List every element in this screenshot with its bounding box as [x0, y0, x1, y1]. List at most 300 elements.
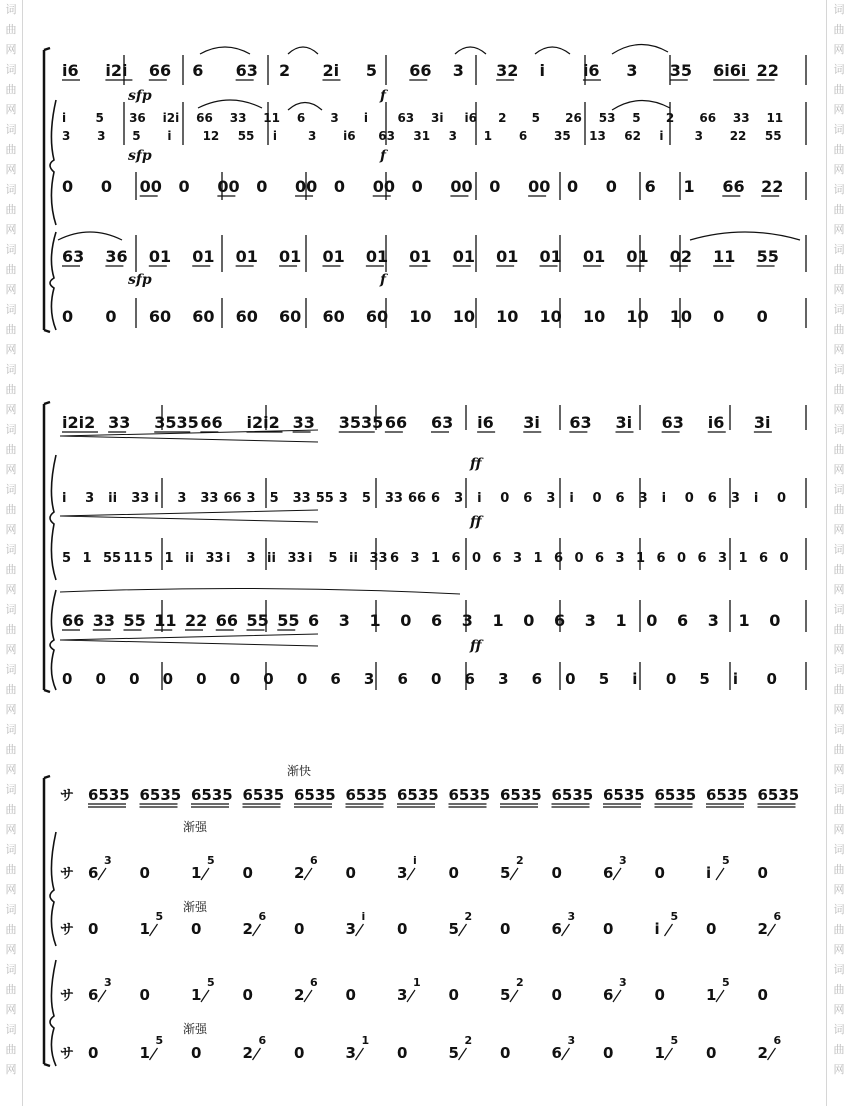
note: 10 [452, 307, 475, 326]
note: 33 [287, 551, 306, 566]
watermark-char: 曲 [5, 923, 17, 936]
note: 0 [574, 551, 584, 566]
note: ii [267, 551, 276, 566]
note: 66 [200, 413, 223, 432]
grace-note: 2 [516, 976, 524, 989]
note: 55 [123, 611, 146, 630]
note: 0 [88, 1044, 99, 1062]
note: 0 [229, 670, 241, 688]
system-3 [44, 776, 56, 1066]
grace-slash [459, 924, 467, 936]
watermark-char: 曲 [5, 383, 17, 396]
note: 2 [294, 986, 305, 1004]
note: 1 [483, 129, 493, 143]
watermark-char: 曲 [5, 23, 17, 36]
note: 2 [294, 864, 305, 882]
watermark-char: 网 [5, 103, 17, 116]
note: 60 [322, 307, 345, 326]
note: 63 [569, 413, 592, 432]
note: 0 [769, 611, 781, 630]
note: 11 [123, 551, 142, 566]
note: 26 [565, 111, 582, 125]
note: 6 [308, 611, 320, 630]
watermark-char: 曲 [833, 503, 845, 516]
note: 63 [378, 129, 395, 143]
note: i6 [464, 111, 478, 125]
grace-note: i [361, 910, 366, 923]
watermark-char: 曲 [5, 203, 17, 216]
note: i [632, 670, 638, 688]
note: 3 [546, 491, 556, 506]
note: i [308, 551, 313, 566]
note: 6 [554, 611, 566, 630]
note: 66 [196, 111, 213, 125]
system-bracket [44, 402, 50, 692]
melody-cell: 6535 [757, 786, 800, 804]
note: 0 [129, 670, 140, 688]
watermark-char: 词 [833, 663, 845, 676]
watermark-char: 网 [833, 643, 845, 656]
note: 0 [654, 864, 665, 882]
watermark-char: 曲 [833, 263, 845, 276]
note: 0 [500, 1044, 511, 1062]
grace-note: 5 [722, 976, 730, 989]
melody-cell: 6535 [242, 786, 285, 804]
note: 0 [139, 986, 150, 1004]
grace-note: 2 [464, 1034, 473, 1047]
dynamic-f: f [380, 88, 387, 104]
watermark-char: 网 [833, 943, 845, 956]
grace-note: 6 [773, 1034, 782, 1047]
note: 3 [397, 864, 408, 882]
note: 6 [296, 111, 306, 125]
note: 0 [333, 177, 346, 196]
grace-slash [665, 924, 673, 936]
note: ii [108, 491, 118, 506]
note: 0 [296, 670, 308, 688]
note: 0 [100, 177, 112, 196]
note: 5 [361, 491, 371, 506]
note: 63 [661, 413, 684, 432]
watermark-char: 网 [5, 163, 17, 176]
note: 3535 [154, 413, 199, 432]
note: 10 [582, 307, 606, 326]
note: 0 [677, 551, 687, 566]
note: 1 [706, 986, 717, 1004]
note: 3 [454, 491, 464, 506]
watermark-char: 网 [5, 703, 17, 716]
note: 3 [345, 1044, 356, 1062]
note: 01 [409, 247, 432, 266]
dynamic-sfp: sfp [128, 88, 152, 104]
watermark-char: 网 [5, 43, 17, 56]
note: 6 [595, 551, 605, 566]
watermark-char: 词 [833, 3, 845, 16]
note: 0 [646, 611, 658, 630]
note: 0 [397, 1044, 408, 1062]
note: 6 [464, 670, 475, 688]
note: 66 [407, 491, 427, 506]
watermark-char: 网 [5, 823, 17, 836]
grace-note: 6 [310, 854, 318, 867]
grace-slash [356, 924, 364, 936]
note: 60 [192, 307, 215, 326]
watermark-char: 曲 [833, 743, 845, 756]
watermark-char: 网 [833, 1003, 845, 1016]
note: 01 [279, 247, 302, 266]
grace-slash [253, 924, 261, 936]
note: 33 [732, 111, 750, 125]
dynamic-ff: ff [470, 638, 482, 654]
note: 5 [95, 111, 104, 125]
brace-1 [50, 100, 56, 225]
note: 2 [242, 920, 253, 938]
note: 3 [330, 111, 339, 125]
grace-note: 3 [567, 1034, 576, 1047]
watermark-char: 曲 [833, 383, 845, 396]
note: 3 [461, 611, 473, 630]
grace-slash [510, 868, 518, 880]
note: 01 [539, 247, 562, 266]
watermark-char: 网 [833, 463, 845, 476]
note: 1 [82, 551, 92, 566]
watermark-char: 网 [5, 403, 17, 416]
note: 0 [605, 177, 617, 196]
note: 62 [624, 129, 641, 143]
note: ii [185, 551, 194, 566]
note: 3 [718, 551, 728, 566]
note: 0 [105, 307, 117, 326]
note: 1 [139, 920, 150, 938]
note: 2 [242, 1044, 253, 1062]
note: 0 [757, 986, 768, 1004]
note: 22 [185, 611, 208, 630]
watermark-char: 词 [5, 363, 17, 376]
grace-slash [613, 990, 621, 1002]
note: 0 [500, 491, 510, 506]
watermark-char: 词 [5, 723, 17, 736]
note: 0 [196, 670, 207, 688]
note: 1 [683, 177, 695, 196]
note: i6 [582, 61, 600, 80]
watermark-char: 曲 [5, 323, 17, 336]
melody-cell: 6535 [88, 786, 130, 804]
note: 0 [62, 177, 74, 196]
watermark-char: 曲 [833, 863, 845, 876]
note: i [753, 491, 759, 506]
note: 55 [756, 247, 779, 266]
free-meter-mark: サ [60, 866, 74, 882]
note: 01 [192, 247, 215, 266]
note: 53 [598, 111, 616, 125]
dynamic-ff: ff [470, 456, 482, 472]
note: 0 [500, 920, 511, 938]
note: 6 [390, 551, 400, 566]
note: 66 [722, 177, 745, 196]
grace-note: 3 [567, 910, 576, 923]
note: 55 [246, 611, 269, 630]
note: i6 [707, 413, 725, 432]
note: 33 [369, 551, 388, 566]
dynamic-ff: ff [470, 514, 482, 530]
note: 3 [177, 491, 187, 506]
note: 6 [431, 611, 443, 630]
note: 5 [448, 920, 459, 938]
note: 6 [531, 670, 543, 688]
note: i [477, 491, 482, 506]
note: i [706, 864, 712, 882]
note: 6 [615, 491, 625, 506]
note: 6 [644, 177, 656, 196]
watermark-char: 网 [5, 1003, 17, 1016]
watermark-char: 网 [5, 343, 17, 356]
brace-2 [50, 960, 56, 1066]
watermark-char: 词 [5, 963, 17, 976]
watermark-char: 曲 [833, 923, 845, 936]
note: 11 [263, 111, 280, 125]
watermark-char: 曲 [833, 323, 845, 336]
note: 3 [246, 551, 256, 566]
grace-slash [613, 868, 621, 880]
brace-1 [50, 832, 56, 946]
note: 00 [217, 177, 240, 196]
note: 60 [279, 307, 302, 326]
note: 6 [397, 670, 408, 688]
watermark-char: 曲 [5, 683, 17, 696]
note: 3i [753, 413, 771, 432]
watermark-char: 曲 [5, 1043, 17, 1056]
grace-slash [407, 990, 415, 1002]
watermark-char: 词 [5, 303, 17, 316]
watermark-char: 曲 [5, 143, 17, 156]
watermark-char: 网 [5, 1063, 17, 1076]
note: 3 [448, 129, 457, 143]
watermark-char: 词 [5, 423, 17, 436]
note: 01 [322, 247, 345, 266]
watermark-char: 词 [833, 723, 845, 736]
grace-note: 6 [258, 910, 267, 923]
note: ii [349, 551, 358, 566]
note-layer [60, 61, 799, 1062]
note: 10 [626, 307, 649, 326]
melody-cell: 6535 [706, 786, 748, 804]
note: 01 [235, 247, 258, 266]
watermark-char: 曲 [5, 743, 17, 756]
note: 0 [397, 920, 408, 938]
note: 3 [246, 491, 256, 506]
note: 5 [144, 551, 154, 566]
watermark-char: 词 [5, 243, 17, 256]
dynamic-f: f [380, 148, 387, 164]
note: 32 [496, 61, 519, 80]
note: 1 [492, 611, 504, 630]
note: 5 [598, 670, 610, 688]
grace-note: 2 [464, 910, 473, 923]
melody-cell: 6535 [654, 786, 697, 804]
note: 02 [669, 247, 693, 266]
watermark-char: 网 [833, 103, 845, 116]
grace-slash [716, 868, 724, 880]
note: i [732, 670, 739, 688]
note: 11 [713, 247, 736, 266]
note: 3 [498, 670, 509, 688]
note: 5 [500, 986, 511, 1004]
note: 10 [539, 307, 562, 326]
note: 3 [338, 491, 348, 506]
note: 3 [694, 129, 703, 143]
watermark-char: 网 [833, 883, 845, 896]
watermark-char: 网 [833, 43, 845, 56]
watermark-char: 网 [5, 283, 17, 296]
grace-note: 5 [207, 854, 215, 867]
note: 0 [448, 864, 459, 882]
note: 5 [500, 864, 511, 882]
grace-note: 5 [207, 976, 215, 989]
watermark-char: 曲 [833, 803, 845, 816]
watermark-char: 曲 [833, 83, 845, 96]
note: 3 [363, 670, 375, 688]
note: 5 [132, 129, 141, 143]
watermark-char: 网 [5, 643, 17, 656]
note: 0 [431, 670, 442, 688]
note: 11 [766, 111, 784, 125]
grace-note: 5 [670, 910, 679, 923]
note: 1 [654, 1044, 665, 1062]
note: i [62, 111, 67, 125]
note: 0 [62, 670, 73, 688]
note: i2i2 [246, 413, 280, 432]
watermark-char: 词 [5, 3, 17, 16]
note: 6 [88, 864, 99, 882]
watermark-char: 网 [5, 223, 17, 236]
note: 3 [638, 491, 648, 506]
watermark-char: 网 [5, 943, 17, 956]
note: 1 [369, 611, 381, 630]
note: 33 [292, 413, 315, 432]
free-meter-mark: サ [60, 922, 74, 938]
note: i [659, 129, 664, 143]
watermark-char: 词 [833, 183, 845, 196]
note: 01 [582, 247, 606, 266]
note: 33 [131, 491, 150, 506]
note: 55 [103, 551, 122, 566]
note: 66 [223, 491, 242, 506]
note: i [569, 491, 574, 506]
note: 0 [448, 986, 459, 1004]
watermark-char: 词 [833, 303, 845, 316]
watermark-char: 词 [833, 243, 845, 256]
note: 1 [139, 1044, 150, 1062]
note: 0 [766, 670, 777, 688]
note: 3 [730, 491, 740, 506]
watermark-char: 曲 [5, 863, 17, 876]
watermark-char: 曲 [833, 563, 845, 576]
note: 00 [528, 177, 551, 196]
note: 0 [523, 611, 535, 630]
system-bracket [44, 48, 50, 332]
note: 1 [738, 551, 748, 566]
free-meter-mark: サ [60, 988, 74, 1004]
melody-cell: 6535 [191, 786, 233, 804]
note: 6 [707, 491, 717, 506]
note: 0 [345, 986, 356, 1004]
watermark-char: 网 [5, 583, 17, 596]
note: 1 [191, 864, 202, 882]
free-meter-mark: サ [60, 788, 74, 804]
grace-slash [768, 1048, 776, 1060]
note: 11 [154, 611, 177, 630]
grace-slash [356, 1048, 364, 1060]
note: 0 [779, 551, 789, 566]
watermark-char: 网 [833, 703, 845, 716]
barlines-2 [162, 405, 806, 690]
note: 3535 [338, 413, 384, 432]
grace-slash [510, 990, 518, 1002]
note: i2i [162, 111, 180, 125]
note: 5 [328, 551, 338, 566]
note: 12 [202, 129, 220, 143]
note: 0 [565, 670, 576, 688]
grace-slash [716, 990, 724, 1002]
note: 33 [292, 491, 311, 506]
watermark-char: 曲 [833, 1043, 845, 1056]
note: 10 [409, 307, 432, 326]
note: 3 [513, 551, 523, 566]
watermark-char: 词 [833, 423, 845, 436]
note: 6 [697, 551, 707, 566]
note: 66 [148, 61, 172, 80]
watermark-char: 词 [5, 783, 17, 796]
note: 0 [489, 177, 501, 196]
note: 3 [615, 551, 625, 566]
crescendo-mark: 渐强 [183, 820, 208, 834]
note: i [654, 920, 660, 938]
note: 01 [365, 247, 389, 266]
note: 6 [677, 611, 689, 630]
note: 36 [105, 247, 128, 266]
watermark-char: 词 [5, 1023, 17, 1036]
watermark-char: 网 [833, 403, 845, 416]
watermark-char: 词 [5, 183, 17, 196]
note: 0 [263, 670, 274, 688]
note: 66 [409, 61, 432, 80]
note: 13 [589, 129, 606, 143]
watermark-char: 网 [833, 523, 845, 536]
note: 0 [706, 1044, 717, 1062]
note: 6 [551, 920, 562, 938]
grace-slash [304, 990, 312, 1002]
note: 0 [88, 920, 99, 938]
note: 55 [764, 129, 782, 143]
grace-slash [562, 1048, 570, 1060]
note: 0 [242, 986, 253, 1004]
grace-slash [98, 868, 106, 880]
note: i2i [105, 61, 128, 80]
note: 00 [295, 177, 318, 196]
grace-note: 1 [361, 1034, 370, 1047]
watermark-char: 词 [833, 543, 845, 556]
note: 0 [400, 611, 412, 630]
note: i [154, 491, 159, 506]
watermark-char: 词 [833, 963, 845, 976]
grace-note: 6 [310, 976, 318, 989]
melody-cell: 6535 [500, 786, 542, 804]
note: i6 [343, 129, 356, 143]
note: 1 [636, 551, 646, 566]
tempo-mark: 渐快 [287, 764, 312, 778]
note: 63 [431, 413, 454, 432]
note: 0 [713, 307, 725, 326]
